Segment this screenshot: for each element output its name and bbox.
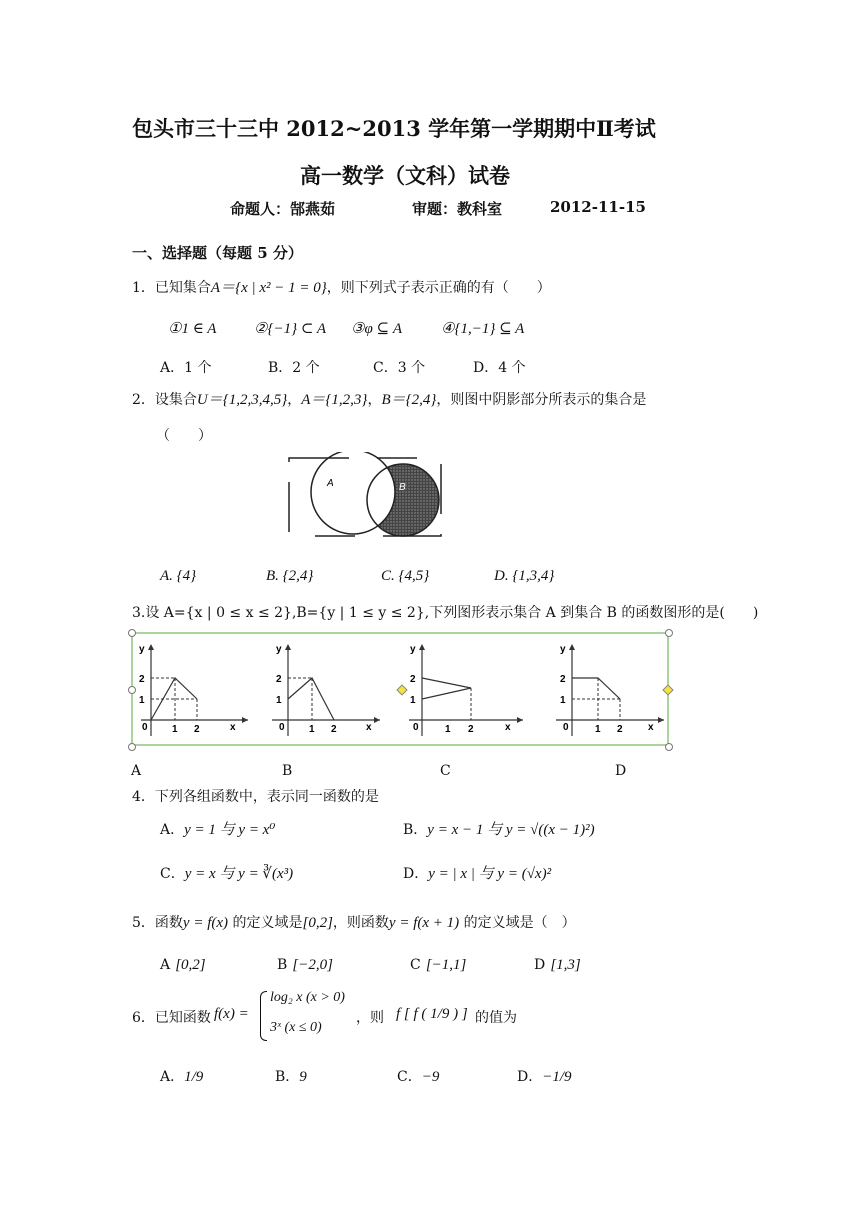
graph-a-x-1: 1 xyxy=(172,724,178,735)
graph-letter-c: C xyxy=(440,763,451,779)
q1-item-3: ③φ ⊆ A xyxy=(351,321,402,337)
graph-c-origin: 0 xyxy=(413,722,419,733)
q5-option-c-letter: C xyxy=(410,957,421,973)
q1-item-4: ④{1,−1} ⊆ A xyxy=(441,321,525,337)
graph-d-x-label: x xyxy=(648,722,654,733)
q2-set-u: U＝{1,2,3,4,5} xyxy=(196,392,288,408)
q6-brace xyxy=(260,991,267,1041)
q5-stem-c: ，则函数 xyxy=(332,915,389,931)
q5-d1: [0,2] xyxy=(302,915,333,931)
q4-option-d-letter: D． xyxy=(403,866,429,882)
graph-c-y-2: 2 xyxy=(410,674,416,685)
venn-label-b: B xyxy=(399,482,406,493)
q4-option-d xyxy=(403,862,551,883)
q4-option-c-letter: C． xyxy=(160,866,185,882)
q4-option-a-letter: A． xyxy=(160,822,185,838)
q4-option-a-expr: y = 1 与 y = x⁰ xyxy=(184,822,276,838)
q2-option-c: C. {4,5} xyxy=(381,568,430,584)
q6-option-d-letter: D． xyxy=(517,1069,543,1085)
q6-stem-b: ，则 xyxy=(356,1010,384,1026)
q5-stem-b: 的定义域是 xyxy=(232,915,303,931)
q4-option-a xyxy=(160,818,275,839)
resize-handle-bl[interactable] xyxy=(128,743,136,751)
graph-c-y-1: 1 xyxy=(410,695,416,706)
q5-option-b-letter: B xyxy=(277,957,288,973)
q4-option-d-expr: y = | x | 与 y = (√x)² xyxy=(428,866,552,882)
venn-diagram xyxy=(285,452,445,542)
q2-stem: 2．设集合U＝{1,2,3,4,5}，A＝{1,2,3}，B＝{2,4}，则图中阴影部分所表示的集合是 xyxy=(132,392,647,408)
q6-option-b-letter: B． xyxy=(275,1069,300,1085)
graph-b-x-1: 1 xyxy=(309,724,315,735)
q5-option-a-value: [0,2] xyxy=(175,957,206,973)
q6-option-c-letter: C． xyxy=(397,1069,422,1085)
q5-stem-d: 的定义域是（ ） xyxy=(463,915,576,931)
q6-option-c xyxy=(397,1066,439,1086)
q6-option-a-letter: A． xyxy=(160,1069,185,1085)
q1-stem xyxy=(132,276,551,297)
reviewer: 审题：教科室 xyxy=(412,200,503,218)
q6-option-d xyxy=(517,1066,572,1086)
q1-item-2: ②{−1} ⊂ A xyxy=(254,321,327,337)
graph-d-x-2: 2 xyxy=(617,724,623,735)
q1-option-d: D．4 个 xyxy=(473,360,526,376)
q1-math: A＝{x | x² − 1 = 0} xyxy=(210,280,327,296)
graph-b-x-2: 2 xyxy=(331,724,337,735)
graph-d-origin: 0 xyxy=(563,722,569,733)
q6-option-b xyxy=(275,1066,307,1086)
graph-a-y-2: 2 xyxy=(139,674,145,685)
graph-d-y-2: 2 xyxy=(560,674,566,685)
venn-label-a: A xyxy=(327,478,334,489)
q5-option-c-value: [−1,1] xyxy=(425,957,467,973)
exam-date: 2012-11-15 xyxy=(550,198,646,216)
q2-set-a: A＝{1,2,3} xyxy=(301,392,368,408)
graph-c-x-label: x xyxy=(505,722,511,733)
q3-stem: 3.设 A={x | 0 ≤ x ≤ 2},B={y | 1 ≤ y ≤ 2},下列图形表示集合 A 到集合 B 的函数图形的是( ) xyxy=(132,605,759,621)
q1-stem-b: ，则下列式子表示正确的有（ ） xyxy=(326,280,551,296)
graph-b-curve xyxy=(288,678,334,720)
graph-d-y-label: y xyxy=(560,644,566,655)
exam-subtitle: 高一数学（文科）试卷 xyxy=(300,163,510,188)
q6-stem-c: 的值为 xyxy=(475,1010,517,1026)
graph-d xyxy=(550,636,668,744)
graph-d-y-1: 1 xyxy=(560,695,566,706)
q5-stem xyxy=(132,912,576,932)
graph-b-x-label: x xyxy=(366,722,372,733)
q1-option-b: B．2 个 xyxy=(268,360,320,376)
q6-stem-a: 6．已知函数 xyxy=(132,1010,211,1026)
graph-b-y-2: 2 xyxy=(276,674,282,685)
q5-option-a xyxy=(160,954,206,974)
resize-handle-br[interactable] xyxy=(665,743,673,751)
graph-b-origin: 0 xyxy=(279,722,285,733)
q4-stem: 4．下列各组函数中，表示同一函数的是 xyxy=(132,789,379,805)
q5-option-c xyxy=(410,954,466,974)
q2-set-b: B＝{2,4} xyxy=(381,392,437,408)
q1-stem-a: 1．已知集合 xyxy=(132,280,211,296)
q1-option-a: A．1 个 xyxy=(160,360,212,376)
q2-stem-a: 2．设集合 xyxy=(132,392,197,408)
q4-option-b xyxy=(403,818,595,839)
section-heading: 一、选择题（每题 5 分） xyxy=(132,244,303,262)
q4-option-c-expr: y = x 与 y = ∛(x³) xyxy=(184,866,294,882)
q5-option-d-letter: D xyxy=(534,957,546,973)
q2-option-b: B. {2,4} xyxy=(266,568,314,584)
q5-option-b xyxy=(277,954,333,974)
graph-c-y-label: y xyxy=(410,644,416,655)
graph-b xyxy=(268,636,388,744)
q5-option-d-value: [1,3] xyxy=(550,957,581,973)
q6-case-2: 3ˣ (x ≤ 0) xyxy=(270,1020,322,1035)
graph-b-y-1: 1 xyxy=(276,695,282,706)
q2-option-d: D. {1,3,4} xyxy=(494,568,555,584)
graph-letter-a: A xyxy=(131,763,142,779)
graph-a-x-label: x xyxy=(230,722,236,733)
graph-a-x-2: 2 xyxy=(194,724,200,735)
q5-f2: y = f(x + 1) xyxy=(388,915,460,931)
graph-c xyxy=(405,636,529,744)
graph-c-x-1: 1 xyxy=(445,724,451,735)
q5-option-b-value: [−2,0] xyxy=(292,957,333,973)
q2-paren: （ ） xyxy=(156,428,212,444)
graph-b-y-label: y xyxy=(276,644,282,655)
graph-d-curve xyxy=(572,678,620,699)
graph-letter-d: D xyxy=(615,763,627,779)
q5-option-d xyxy=(534,954,581,974)
exam-title: 包头市三十三中 2012~2013 学年第一学期期中Ⅱ考试 xyxy=(132,116,656,141)
q5-option-a-letter: A xyxy=(160,957,171,973)
q6-option-a-value: 1/9 xyxy=(184,1069,204,1085)
q1-option-c: C．3 个 xyxy=(373,360,426,376)
q4-option-c xyxy=(160,862,293,883)
q6-case-1: log₂ x (x > 0) xyxy=(270,990,345,1005)
q6-option-d-value: −1/9 xyxy=(542,1069,572,1085)
graph-c-curve xyxy=(422,678,471,699)
q6-fx: f(x) = xyxy=(214,1006,249,1022)
q5-stem-a: 5．函数 xyxy=(132,915,183,931)
q5-f1: y = f(x) xyxy=(182,915,229,931)
graph-c-x-2: 2 xyxy=(468,724,474,735)
graph-a-y-label: y xyxy=(139,644,145,655)
q4-option-b-expr: y = x − 1 与 y = √((x − 1)²) xyxy=(427,822,595,838)
q6-option-a xyxy=(160,1066,203,1086)
q6-option-c-value: −9 xyxy=(421,1069,440,1085)
q4-option-b-letter: B． xyxy=(403,822,428,838)
graph-letter-b: B xyxy=(282,763,293,779)
q1-item-1: ①1 ∈ A xyxy=(168,321,217,337)
graph-a xyxy=(133,636,253,744)
author: 命题人：郜燕茹 xyxy=(230,200,336,218)
q2-stem-b: ，则图中阴影部分所表示的集合是 xyxy=(436,392,647,408)
q6-option-b-value: 9 xyxy=(299,1069,307,1085)
graph-a-y-1: 1 xyxy=(139,695,145,706)
graph-a-origin: 0 xyxy=(142,722,148,733)
graph-d-x-1: 1 xyxy=(595,724,601,735)
q2-option-a: A. {4} xyxy=(160,568,197,584)
q6-expr: f [ f ( 1/9 ) ] xyxy=(396,1006,468,1022)
